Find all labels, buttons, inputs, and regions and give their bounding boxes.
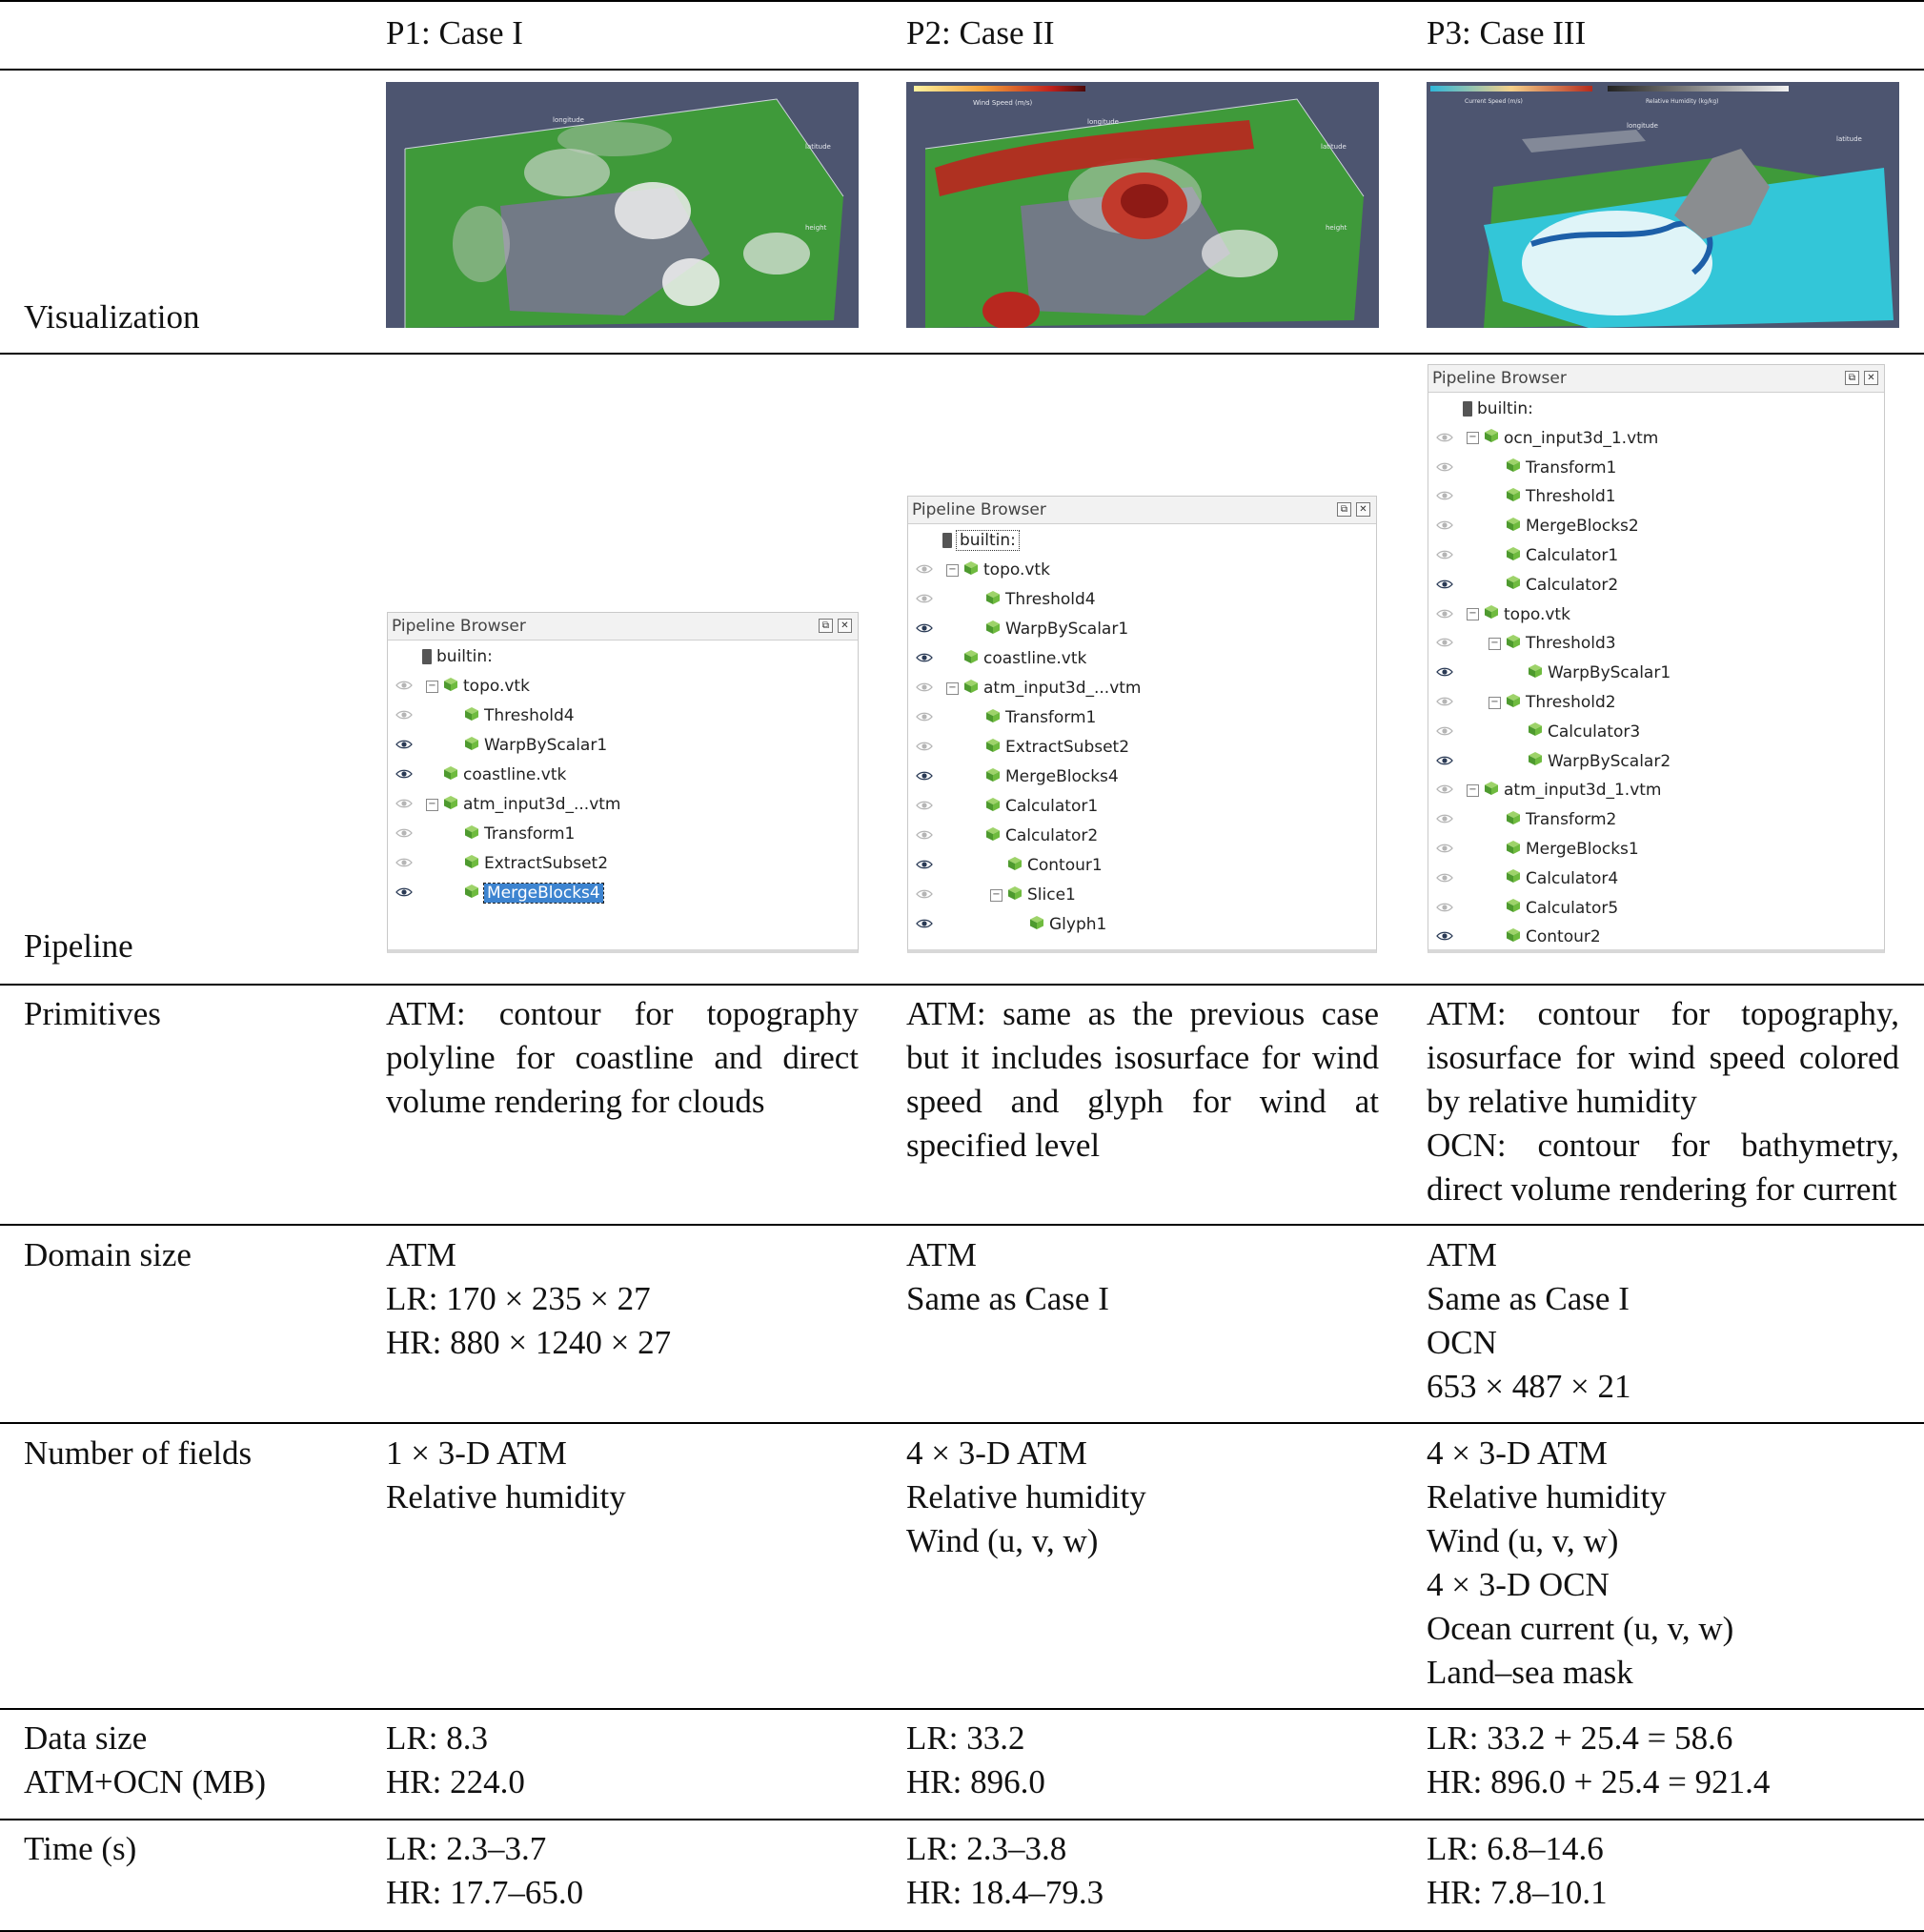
- row-label-time: Time (s): [24, 1830, 137, 1867]
- pipeline-root-label: builtin:: [436, 647, 493, 666]
- pipeline-item-label: Threshold4: [484, 706, 575, 725]
- pipeline-item[interactable]: [908, 879, 1376, 908]
- viz-axis-label: latitude: [1836, 135, 1862, 143]
- pipeline-item-label: Transform1: [1005, 708, 1097, 727]
- eye-icon[interactable]: [1436, 814, 1453, 824]
- pipeline-item[interactable]: [388, 729, 858, 759]
- pipeline-item-label: ocn_input3d_1.vtm: [1504, 428, 1659, 448]
- pipeline-item[interactable]: [388, 877, 858, 906]
- domain-size-p3: [1427, 1233, 1630, 1409]
- pipeline-item-label: MergeBlocks2: [1526, 517, 1639, 537]
- cell-line: 4 × 3-D OCN: [1427, 1566, 1610, 1603]
- cube-icon: [985, 620, 1001, 640]
- float-icon[interactable]: ⧉: [1337, 502, 1351, 517]
- pipeline-root[interactable]: [1428, 393, 1884, 422]
- collapse-icon[interactable]: −: [946, 564, 959, 577]
- viz-axis-label: height: [805, 224, 827, 232]
- pipeline-item-label: MergeBlocks4: [1005, 767, 1119, 786]
- cube-icon: [1484, 781, 1499, 801]
- pipeline-browser-title: Pipeline Browser: [912, 500, 1046, 519]
- cube-icon: [985, 738, 1001, 758]
- pipeline-browser-title: Pipeline Browser: [392, 617, 526, 636]
- server-icon: [1463, 401, 1472, 417]
- collapse-icon[interactable]: −: [1467, 784, 1479, 797]
- cell-line: ATM: [906, 1236, 977, 1273]
- eye-icon[interactable]: [1436, 931, 1453, 941]
- eye-icon[interactable]: [1436, 609, 1453, 619]
- pipeline-root[interactable]: [908, 524, 1376, 554]
- pipeline-item[interactable]: [908, 790, 1376, 820]
- pipeline-item-label: WarpByScalar2: [1548, 751, 1671, 771]
- close-icon[interactable]: ✕: [1356, 502, 1370, 517]
- cube-icon: [1506, 458, 1521, 478]
- viz-colorbar-label: Relative Humidity (kg/kg): [1646, 98, 1719, 105]
- collapse-icon[interactable]: −: [1489, 638, 1501, 650]
- pipeline-item[interactable]: [908, 613, 1376, 642]
- cube-icon: [464, 854, 479, 874]
- pipeline-item-label: topo.vtk: [1504, 604, 1570, 624]
- eye-icon[interactable]: [916, 682, 933, 692]
- eye-icon[interactable]: [395, 799, 413, 808]
- eye-icon[interactable]: [1436, 726, 1453, 736]
- pipeline-item-label: Calculator4: [1526, 868, 1619, 888]
- cell-line: Wind (u, v, w): [906, 1522, 1099, 1559]
- pipeline-item[interactable]: [1428, 539, 1884, 569]
- pipeline-item-label: atm_input3d_1.vtm: [1504, 781, 1662, 801]
- cube-icon: [963, 560, 979, 580]
- pipeline-item-label: Threshold4: [1005, 590, 1096, 609]
- pipeline-item-label: atm_input3d_...vtm: [463, 795, 621, 814]
- eye-icon[interactable]: [1436, 520, 1453, 530]
- cell-line: HR: 7.8–10.1: [1427, 1874, 1608, 1911]
- pipeline-browser-header: [1428, 365, 1884, 393]
- primitives-p3-atm: ATM: contour for topography, isosurface for wind speed colored by relative humidity: [1427, 995, 1899, 1120]
- data-size-p1: [386, 1717, 525, 1804]
- pipeline-item[interactable]: [908, 731, 1376, 761]
- eye-icon[interactable]: [1436, 756, 1453, 765]
- pipeline-item[interactable]: [1428, 452, 1884, 481]
- cube-icon: [1029, 915, 1044, 935]
- data-size-p3: [1427, 1717, 1770, 1804]
- pipeline-item[interactable]: [1428, 599, 1884, 628]
- eye-icon[interactable]: [916, 919, 933, 928]
- num-fields-p2: [906, 1432, 1146, 1563]
- pipeline-item-label: Transform1: [1526, 458, 1617, 478]
- cube-icon: [1506, 810, 1521, 830]
- pipeline-item-label: Calculator2: [1005, 826, 1099, 845]
- primitives-p3: [1427, 992, 1899, 1211]
- pipeline-item[interactable]: [1428, 569, 1884, 599]
- header-p1: P1: Case I: [386, 14, 523, 51]
- pipeline-item-label: Calculator5: [1526, 898, 1619, 918]
- row-label-num-fields: Number of fields: [24, 1434, 253, 1472]
- eye-icon[interactable]: [1436, 550, 1453, 559]
- collapse-icon[interactable]: −: [990, 889, 1003, 902]
- eye-icon[interactable]: [395, 710, 413, 720]
- cube-icon: [464, 706, 479, 726]
- cell-line: HR: 18.4–79.3: [906, 1874, 1104, 1911]
- pipeline-item[interactable]: [1428, 627, 1884, 657]
- cube-icon: [1506, 927, 1521, 947]
- pipeline-item-label: Calculator1: [1005, 797, 1099, 816]
- cube-icon: [1484, 604, 1499, 624]
- collapse-icon[interactable]: −: [1489, 697, 1501, 709]
- eye-icon[interactable]: [1436, 462, 1453, 472]
- pipeline-item-label: Threshold3: [1526, 634, 1616, 654]
- eye-icon[interactable]: [395, 681, 413, 690]
- cube-icon: [443, 765, 458, 785]
- pipeline-item[interactable]: [908, 820, 1376, 849]
- eye-icon[interactable]: [1436, 580, 1453, 589]
- row-label-data-size-line: Data size: [24, 1719, 148, 1757]
- pipeline-item-label: WarpByScalar1: [1548, 663, 1671, 683]
- cell-line: OCN: [1427, 1324, 1497, 1361]
- row-rule: [0, 353, 1924, 355]
- cell-line: Wind (u, v, w): [1427, 1522, 1619, 1559]
- pipeline-item-label: MergeBlocks1: [1526, 840, 1639, 859]
- pipeline-item[interactable]: [908, 642, 1376, 672]
- pipeline-item[interactable]: [1428, 803, 1884, 833]
- row-rule: [0, 1819, 1924, 1820]
- cube-icon: [1007, 856, 1023, 876]
- cube-icon: [1506, 634, 1521, 654]
- pipeline-item-label: topo.vtk: [463, 677, 530, 696]
- cell-line: ATM: [1427, 1236, 1497, 1273]
- pipeline-item[interactable]: [388, 847, 858, 877]
- eye-icon[interactable]: [395, 828, 413, 838]
- pipeline-item[interactable]: [1428, 422, 1884, 452]
- viz-axis-label: height: [1326, 224, 1347, 232]
- pipeline-item[interactable]: [908, 583, 1376, 613]
- num-fields-p3: [1427, 1432, 1733, 1695]
- viz-axis-label: longitude: [1627, 122, 1658, 130]
- viz-case1-image: [386, 82, 859, 328]
- collapse-icon[interactable]: −: [1467, 608, 1479, 620]
- pipeline-item[interactable]: [388, 759, 858, 788]
- cell-line: 4 × 3-D ATM: [1427, 1434, 1608, 1472]
- cube-icon: [1528, 722, 1543, 742]
- row-label-domain-size: Domain size: [24, 1236, 192, 1273]
- pipeline-item[interactable]: [388, 670, 858, 700]
- cell-line: Same as Case I: [1427, 1280, 1630, 1317]
- pipeline-item[interactable]: [1428, 892, 1884, 922]
- pipeline-item-label: WarpByScalar1: [484, 736, 608, 755]
- cell-line: Relative humidity: [1427, 1478, 1667, 1515]
- pipeline-item[interactable]: [908, 761, 1376, 790]
- eye-icon[interactable]: [916, 860, 933, 869]
- cube-icon: [1007, 885, 1023, 905]
- pipeline-item-label: WarpByScalar1: [1005, 620, 1129, 639]
- pipeline-item[interactable]: [908, 908, 1376, 938]
- eye-icon[interactable]: [1436, 491, 1453, 500]
- cube-icon: [464, 824, 479, 844]
- pipeline-browser-header: [908, 497, 1376, 524]
- cell-line: 1 × 3-D ATM: [386, 1434, 567, 1472]
- cube-icon: [963, 679, 979, 699]
- eye-icon[interactable]: [395, 858, 413, 867]
- pipeline-item-label: Contour1: [1027, 856, 1103, 875]
- eye-icon[interactable]: [916, 771, 933, 781]
- cell-line: LR: 33.2 + 25.4 = 58.6: [1427, 1719, 1733, 1757]
- row-label-data-size: [24, 1717, 266, 1804]
- cube-icon: [985, 797, 1001, 817]
- cube-icon: [1506, 898, 1521, 918]
- cell-line: Land–sea mask: [1427, 1654, 1633, 1691]
- pipeline-item-label: Threshold1: [1526, 487, 1616, 507]
- cell-line: HR: 896.0 + 25.4 = 921.4: [1427, 1763, 1771, 1800]
- pipeline-item[interactable]: [388, 818, 858, 847]
- float-icon[interactable]: ⧉: [819, 619, 833, 633]
- eye-icon[interactable]: [1436, 433, 1453, 442]
- viz-axis-label: longitude: [1087, 118, 1119, 126]
- close-icon[interactable]: ✕: [838, 619, 852, 633]
- pipeline-item[interactable]: [1428, 921, 1884, 950]
- row-label-data-size-line: ATM+OCN (MB): [24, 1763, 267, 1800]
- viz-case2-image: [906, 82, 1379, 328]
- server-icon: [942, 533, 952, 548]
- cube-icon: [443, 677, 458, 697]
- pipeline-item[interactable]: [1428, 863, 1884, 892]
- data-size-p2: [906, 1717, 1045, 1804]
- pipeline-browser-case2: [907, 496, 1377, 953]
- cube-icon: [443, 795, 458, 815]
- cube-icon: [1506, 693, 1521, 713]
- pipeline-browser-case3: [1428, 364, 1885, 953]
- domain-size-p2: [906, 1233, 1109, 1321]
- eye-icon[interactable]: [916, 712, 933, 722]
- eye-icon[interactable]: [916, 830, 933, 840]
- pipeline-item-label: Glyph1: [1049, 915, 1107, 934]
- viz-colorbar-label: Wind Speed (m/s): [973, 99, 1033, 107]
- viz-colorbar-label: Current Speed (m/s): [1465, 98, 1523, 105]
- collapse-icon[interactable]: −: [426, 799, 438, 811]
- pipeline-root-label: builtin:: [957, 531, 1019, 550]
- cell-line: LR: 8.3: [386, 1719, 488, 1757]
- pipeline-root-label: builtin:: [1477, 399, 1533, 418]
- eye-icon[interactable]: [1436, 667, 1453, 677]
- eye-icon[interactable]: [395, 740, 413, 749]
- pipeline-item-label: Calculator3: [1548, 722, 1641, 742]
- pipeline-item-label: coastline.vtk: [463, 765, 567, 784]
- cell-line: LR: 6.8–14.6: [1427, 1830, 1604, 1867]
- cell-line: 4 × 3-D ATM: [906, 1434, 1087, 1472]
- header-rule: [0, 69, 1924, 71]
- cell-line: HR: 880 × 1240 × 27: [386, 1324, 672, 1361]
- cube-icon: [1506, 840, 1521, 860]
- row-rule: [0, 1422, 1924, 1424]
- pipeline-item[interactable]: [388, 788, 858, 818]
- row-rule: [0, 984, 1924, 986]
- pipeline-root[interactable]: [388, 641, 858, 670]
- pipeline-item-label: Calculator2: [1526, 575, 1619, 595]
- pipeline-item[interactable]: [1428, 686, 1884, 716]
- domain-size-p1: [386, 1233, 671, 1365]
- pipeline-item[interactable]: [1428, 833, 1884, 863]
- cube-icon: [1528, 663, 1543, 683]
- cell-line: HR: 896.0: [906, 1763, 1045, 1800]
- eye-icon[interactable]: [395, 887, 413, 897]
- cell-line: Same as Case I: [906, 1280, 1109, 1317]
- header-p2: P2: Case II: [906, 14, 1055, 51]
- pipeline-item-label: ExtractSubset2: [484, 854, 609, 873]
- pipeline-item[interactable]: [908, 672, 1376, 702]
- cell-line: LR: 170 × 235 × 27: [386, 1280, 651, 1317]
- pipeline-browser-title: Pipeline Browser: [1432, 369, 1567, 388]
- cube-icon: [985, 826, 1001, 846]
- cube-icon: [985, 590, 1001, 610]
- pipeline-item[interactable]: [1428, 774, 1884, 803]
- cell-line: Relative humidity: [906, 1478, 1146, 1515]
- row-label-primitives: Primitives: [24, 995, 161, 1032]
- eye-icon[interactable]: [916, 594, 933, 603]
- cube-icon: [985, 708, 1001, 728]
- cube-icon: [985, 767, 1001, 787]
- row-rule: [0, 1224, 1924, 1226]
- time-p3: [1427, 1827, 1608, 1915]
- primitives-p1: ATM: contour for topography polyline for coastline and direct volume rendering for clouds: [386, 995, 859, 1120]
- cube-icon: [1484, 428, 1499, 448]
- float-icon[interactable]: ⧉: [1845, 371, 1859, 385]
- cube-icon: [1506, 575, 1521, 595]
- pipeline-item-label: ExtractSubset2: [1005, 738, 1130, 757]
- eye-icon[interactable]: [395, 769, 413, 779]
- row-label-visualization: Visualization: [24, 298, 200, 336]
- eye-icon[interactable]: [1436, 784, 1453, 794]
- pipeline-item[interactable]: [1428, 510, 1884, 539]
- eye-icon[interactable]: [916, 742, 933, 751]
- viz-axis-label: longitude: [553, 116, 584, 124]
- header-p3: P3: Case III: [1427, 14, 1587, 51]
- time-p1: [386, 1827, 583, 1915]
- pipeline-browser-header: [388, 613, 858, 641]
- pipeline-item[interactable]: [908, 849, 1376, 879]
- primitives-p2: ATM: same as the previous case but it includes isosurface for wind speed and glyph for wind at specified level: [906, 995, 1379, 1164]
- pipeline-item-label: MergeBlocks4: [484, 884, 603, 903]
- cell-line: 653 × 487 × 21: [1427, 1368, 1631, 1405]
- cell-line: LR: 2.3–3.7: [386, 1830, 547, 1867]
- cube-icon: [464, 884, 479, 904]
- eye-icon[interactable]: [916, 801, 933, 810]
- table-top-rule: [0, 0, 1924, 2]
- pipeline-item-label: Calculator1: [1526, 546, 1619, 565]
- pipeline-item[interactable]: [388, 700, 858, 729]
- primitives-p3-ocn: OCN: contour for bathymetry, direct volume rendering for current: [1427, 1127, 1899, 1208]
- pipeline-item-label: Threshold2: [1526, 693, 1616, 712]
- num-fields-p1: [386, 1432, 626, 1519]
- pipeline-item-label: Transform2: [1526, 810, 1617, 830]
- pipeline-item[interactable]: [1428, 745, 1884, 775]
- pipeline-item-label: Slice1: [1027, 885, 1076, 905]
- cell-line: ATM: [386, 1236, 456, 1273]
- eye-icon[interactable]: [916, 623, 933, 633]
- viz-case3-image: [1427, 82, 1899, 328]
- cell-line: HR: 17.7–65.0: [386, 1874, 584, 1911]
- pipeline-item-label: atm_input3d_...vtm: [983, 679, 1142, 698]
- cell-line: LR: 2.3–3.8: [906, 1830, 1067, 1867]
- close-icon[interactable]: ✕: [1864, 371, 1878, 385]
- viz-axis-label: latitude: [805, 143, 831, 151]
- row-rule: [0, 1708, 1924, 1710]
- pipeline-browser-case1: [387, 612, 859, 953]
- row-label-pipeline: Pipeline: [24, 927, 133, 965]
- eye-icon[interactable]: [916, 653, 933, 662]
- cube-icon: [1506, 517, 1521, 537]
- cube-icon: [1528, 751, 1543, 771]
- cube-icon: [464, 736, 479, 756]
- pipeline-item[interactable]: [908, 554, 1376, 583]
- time-p2: [906, 1827, 1104, 1915]
- pipeline-item[interactable]: [1428, 480, 1884, 510]
- eye-icon[interactable]: [1436, 844, 1453, 853]
- collapse-icon[interactable]: −: [946, 682, 959, 695]
- eye-icon[interactable]: [916, 564, 933, 574]
- collapse-icon[interactable]: −: [1467, 432, 1479, 444]
- cell-line: HR: 224.0: [386, 1763, 525, 1800]
- eye-icon[interactable]: [1436, 903, 1453, 912]
- server-icon: [422, 649, 432, 664]
- viz-axis-label: latitude: [1321, 143, 1347, 151]
- cube-icon: [1506, 487, 1521, 507]
- eye-icon[interactable]: [1436, 873, 1453, 883]
- pipeline-item-label: Contour2: [1526, 927, 1601, 947]
- eye-icon[interactable]: [1436, 638, 1453, 647]
- pipeline-item-label: coastline.vtk: [983, 649, 1087, 668]
- pipeline-item-label: topo.vtk: [983, 560, 1050, 580]
- cell-line: Ocean current (u, v, w): [1427, 1610, 1734, 1647]
- eye-icon[interactable]: [1436, 697, 1453, 706]
- cube-icon: [963, 649, 979, 669]
- collapse-icon[interactable]: −: [426, 681, 438, 693]
- cell-line: LR: 33.2: [906, 1719, 1025, 1757]
- eye-icon[interactable]: [916, 889, 933, 899]
- pipeline-item[interactable]: [1428, 657, 1884, 686]
- cube-icon: [1506, 546, 1521, 566]
- pipeline-item[interactable]: [1428, 716, 1884, 745]
- pipeline-item[interactable]: [908, 702, 1376, 731]
- cell-line: Relative humidity: [386, 1478, 626, 1515]
- cube-icon: [1506, 868, 1521, 888]
- pipeline-item-label: Transform1: [484, 824, 576, 844]
